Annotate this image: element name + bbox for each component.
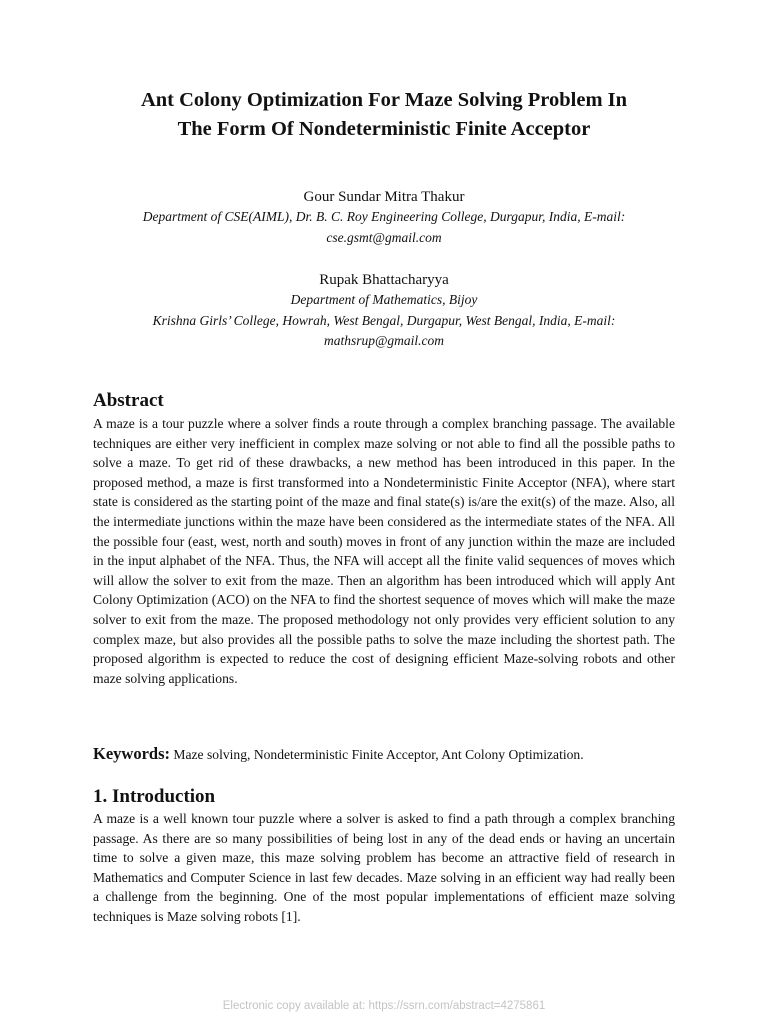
keywords-text: Maze solving, Nondeterministic Finite Acceptor, Ant Colony Optimization. — [170, 747, 584, 762]
author-affiliation: Department of Mathematics, Bijoy — [290, 292, 478, 307]
paper-title-line2: The Form Of Nondeterministic Finite Acceptor — [177, 118, 591, 140]
author-name: Gour Sundar Mitra Thakur — [303, 189, 465, 205]
author-block-1 — [40, 187, 728, 248]
abstract-text: A maze is a tour puzzle where a solver finds a route through a complex branching passage. The available techniques are either very inefficient in complex maze solving or not able to find all the possible paths to solve a maze. To get rid of these drawbacks, a new method has been introduced in this paper. In the proposed method, a maze is first transformed into a Nondeterministic Finite Acceptor (NFA), where start state is considered as the starting point of the maze and final state(s) is/are the exit(s) of the maze. Also, all the intermediate junctions within the maze have been considered as the intermediate states of the NFA. All the possible four (east, west, north and south) moves in front of any junction within the maze are included in the input alphabet of the NFA. Thus, the NFA will accept all the finite valid sequences of moves which will allow the solver to exit from the maze. Then an algorithm has been introduced which will apply Ant Colony Optimization (ACO) on the NFA to find the shortest sequence of moves which will make the maze solver to exit from the maze. The proposed methodology not only provides very efficient solution to any complex maze, but also provides all the possible paths to solve the maze including the shortest path. The proposed algorithm is expected to reduce the cost of designing efficient Maze-solving robots and other maze solving applications. — [93, 416, 675, 686]
abstract-heading: Abstract — [93, 390, 164, 411]
author-name: Rupak Bhattacharyya — [319, 272, 449, 288]
author-block-2 — [40, 270, 728, 352]
paper-title — [60, 86, 708, 144]
introduction-heading: 1. Introduction — [93, 786, 216, 807]
author-email: cse.gsmt@gmail.com — [326, 229, 442, 245]
paper-title-line1: Ant Colony Optimization For Maze Solving Problem In — [140, 89, 628, 111]
keywords-label: Keywords: — [93, 744, 170, 763]
ssrn-footer: Electronic copy available at: https://ssrn.com/abstract=4275861 — [222, 1000, 546, 1012]
keywords — [93, 743, 693, 766]
author-affiliation: Krishna Girls’ College, Howrah, West Bengal, Durgapur, West Bengal, India, E-mail: — [152, 312, 616, 328]
author-email: mathsrup@gmail.com — [323, 333, 445, 348]
author-affiliation: Department of CSE(AIML), Dr. B. C. Roy Engineering College, Durgapur, India, E-mail: — [142, 209, 626, 224]
introduction-text: A maze is a well known tour puzzle where a solver is asked to find a path through a complex branching passage. As there are so many possibilities of being lost in any of the dead ends or having an uncertain time to solve a given maze, this maze solving problem has become an attractive field of research in Mathematics and Computer Science in last few decades. Maze solving in an efficient way had really been a challenge from the beginning. One of the most popular implementations of efficient maze solving techniques is Maze solving robots [1]. — [93, 811, 675, 924]
